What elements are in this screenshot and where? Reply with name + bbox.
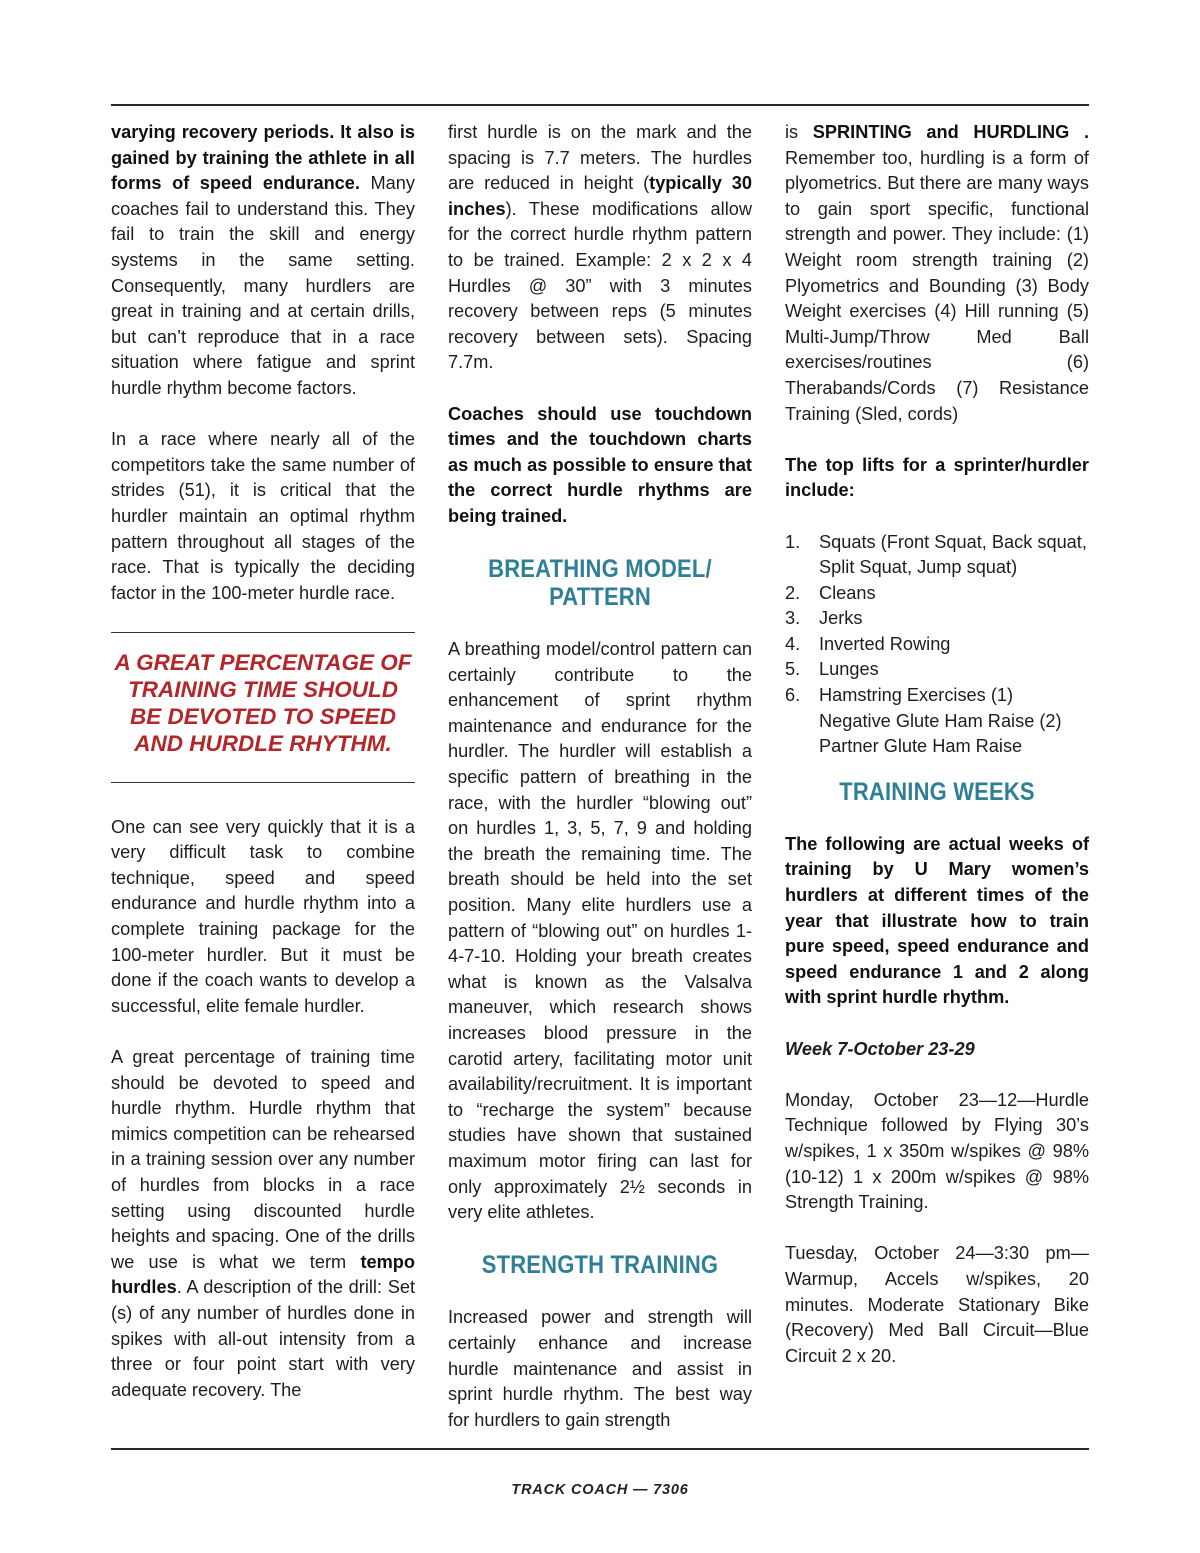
list-item-text: Hamstring Exercises (1) Negative Glute Ham Raise (2) Partner Glute Ham Raise: [819, 685, 1062, 757]
col1-paragraph-3: One can see very quickly that it is a very difficult task to combine technique, speed and speed endurance and hurdle rhythm into a complete training package for the 100-meter hurdler. But it must be done if the coach wants to develop a successful, elite female hurdler.: [111, 816, 415, 1016]
list-item: [785, 530, 1089, 581]
list-item-number: 6.: [785, 685, 801, 706]
col1-paragraph-2: In a race where nearly all of the competitors take the same number of strides (51), it is critical that the hurdler maintain an optimal rhythm pattern throughout all stages of the race. That is typically the deciding factor in the 100-meter hurdle race.: [111, 429, 415, 603]
heading-breathing-model: BREATHING MODEL/ PATTERN: [488, 555, 712, 612]
heading-training-weeks: TRAINING WEEKS: [839, 777, 1035, 806]
col1-p4-b: . A description of the drill: Set (s) of any number of hurdles done in spikes with all-out intensity from a three or four point start with very adequate recovery. The: [111, 1277, 415, 1400]
col2-paragraph-1: [448, 120, 752, 376]
week-heading: Week 7-October 23-29: [785, 1038, 975, 1059]
column-3: [785, 120, 1089, 1369]
pull-quote-text: A GREAT PERCENTAGE OF TRAINING TIME SHOULD BE DEVOTED TO SPEED AND HURDLE RHYTHM.: [114, 649, 412, 757]
top-rule: [111, 104, 1089, 106]
col1-p1-bold: varying recovery periods. It also is gained by training the athlete in all forms of speed endurance.: [111, 122, 415, 194]
col3-p1-a: is: [785, 122, 813, 142]
list-item: [785, 606, 1089, 632]
list-item-number: 1.: [785, 531, 801, 552]
col1-p4-a: A great percentage of training time should be devoted to speed and hurdle rhythm. Hurdle rhythm that mimics competition can be rehearsed in a training session over any number of hurdles from blocks in a race setting using discounted hurdle heights and spacing. One of the drills we use is what we term: [111, 1047, 415, 1272]
list-item-text: Jerks: [819, 608, 863, 629]
col3-p1-bold: SPRINTING and HURDLING .: [812, 122, 1089, 142]
list-item-number: 2.: [785, 582, 801, 603]
col2-paragraph-4: Increased power and strength will certainly enhance and increase hurdle maintenance and assist in sprint hurdle rhythm. The best way for hurdlers to gain strength: [448, 1307, 752, 1430]
col1-p1-rest: Many coaches fail to understand this. They fail to train the skill and energy systems in the same setting. Consequently, many hurdlers are great in training and at certain drills, but can’t reproduce that in a race situation where fatigue and sprint hurdle rhythm become factors.: [111, 173, 415, 398]
list-item: [785, 657, 1089, 683]
page-footer: TRACK COACH — 7306: [511, 1482, 689, 1498]
col2-paragraph-3: A breathing model/control pattern can certainly contribute to the enhancement of sprint rhythm maintenance and endurance for the hurdler. The hurdler will establish a specific pattern of breathing in the race, with the hurdler “blowing out” on hurdles 1, 3, 5, 7, 9 and holding the breath the remaining time. The breath should be held into the set position. Many elite hurdlers use a pattern of “blowing out” on hurdles 1-4-7-10. Holding your breath creates what is known as the Valsalva maneuver, which research shows increases blood pressure in the carotid artery, facilitating motor unit availability/recruitment. It is important to “recharge the system” because studies have shown that sustained maximum motor firing can last for only approximately 2½ seconds in very elite athletes.: [448, 639, 752, 1223]
list-item-number: 3.: [785, 608, 801, 629]
heading-strength-training: STRENGTH TRAINING: [481, 1251, 719, 1280]
col1-paragraph-1: [111, 120, 415, 402]
col3-paragraph-3: The following are actual weeks of training by U Mary women’s hurdlers at different times of the year that illustrate how to train pure speed, speed endurance and speed endurance 1 and 2 along with sprint hurdle rhythm.: [785, 833, 1089, 1008]
col3-paragraph-2: The top lifts for a sprinter/hurdler include:: [785, 454, 1089, 501]
lifts-list: [785, 530, 1089, 760]
column-2: [448, 120, 752, 1433]
list-item-text: Lunges: [819, 659, 879, 680]
col1-paragraph-4: [111, 1045, 415, 1403]
col3-paragraph-1: [785, 120, 1089, 427]
list-item-number: 5.: [785, 659, 801, 680]
list-item: [785, 581, 1089, 607]
bottom-rule: [111, 1448, 1089, 1450]
monday-entry: Monday, October 23—12—Hurdle Technique followed by Flying 30’s w/spikes, 1 x 350m w/spikes @ 98% (10-12) 1 x 200m w/spikes @ 98% Strength Training.: [785, 1089, 1089, 1213]
col1-p4-bold: tempo hurdles: [111, 1251, 415, 1298]
column-1: [111, 120, 415, 1403]
list-item-text: Cleans: [819, 582, 876, 603]
pull-quote: [111, 632, 415, 783]
list-item-text: Squats (Front Squat, Back squat, Split Squat, Jump squat): [819, 531, 1087, 578]
list-item: [785, 632, 1089, 658]
list-item-number: 4.: [785, 633, 801, 654]
list-item: [785, 683, 1089, 760]
list-item-text: Inverted Rowing: [819, 633, 951, 654]
col3-p1-b: Remember too, hurdling is a form of plyometrics. But there are many ways to gain sport specific, functional strength and power. They include: (1) Weight room strength training (2) Plyometrics and Bounding (3) Body Weight exercises (4) Hill running (5) Multi-Jump/Throw Med Ball exercises/routines (6) Therabands/Cords (7) Resistance Training (Sled, cords): [785, 147, 1089, 424]
tuesday-entry: Tuesday, October 24—3:30 pm—Warmup, Accels w/spikes, 20 minutes. Moderate Stationary Bike (Recovery) Med Ball Circuit—Blue Circuit 2 x 20.: [785, 1243, 1089, 1366]
col2-p1-b: ). These modifications allow for the correct hurdle rhythm pattern to be trained. Example: 2 x 2 x 4 Hurdles @ 30” with 3 minutes recovery between reps (5 minutes recovery between sets). Spacing 7.7m.: [448, 198, 752, 373]
col2-paragraph-2: Coaches should use touchdown times and the touchdown charts as much as possible to ensure that the correct hurdle rhythms are being trained.: [448, 403, 752, 526]
col2-p1-a: first hurdle is on the mark and the spacing is 7.7 meters. The hurdles are reduced in height (: [448, 122, 752, 194]
col2-p1-bold: typically 30 inches: [448, 173, 752, 219]
